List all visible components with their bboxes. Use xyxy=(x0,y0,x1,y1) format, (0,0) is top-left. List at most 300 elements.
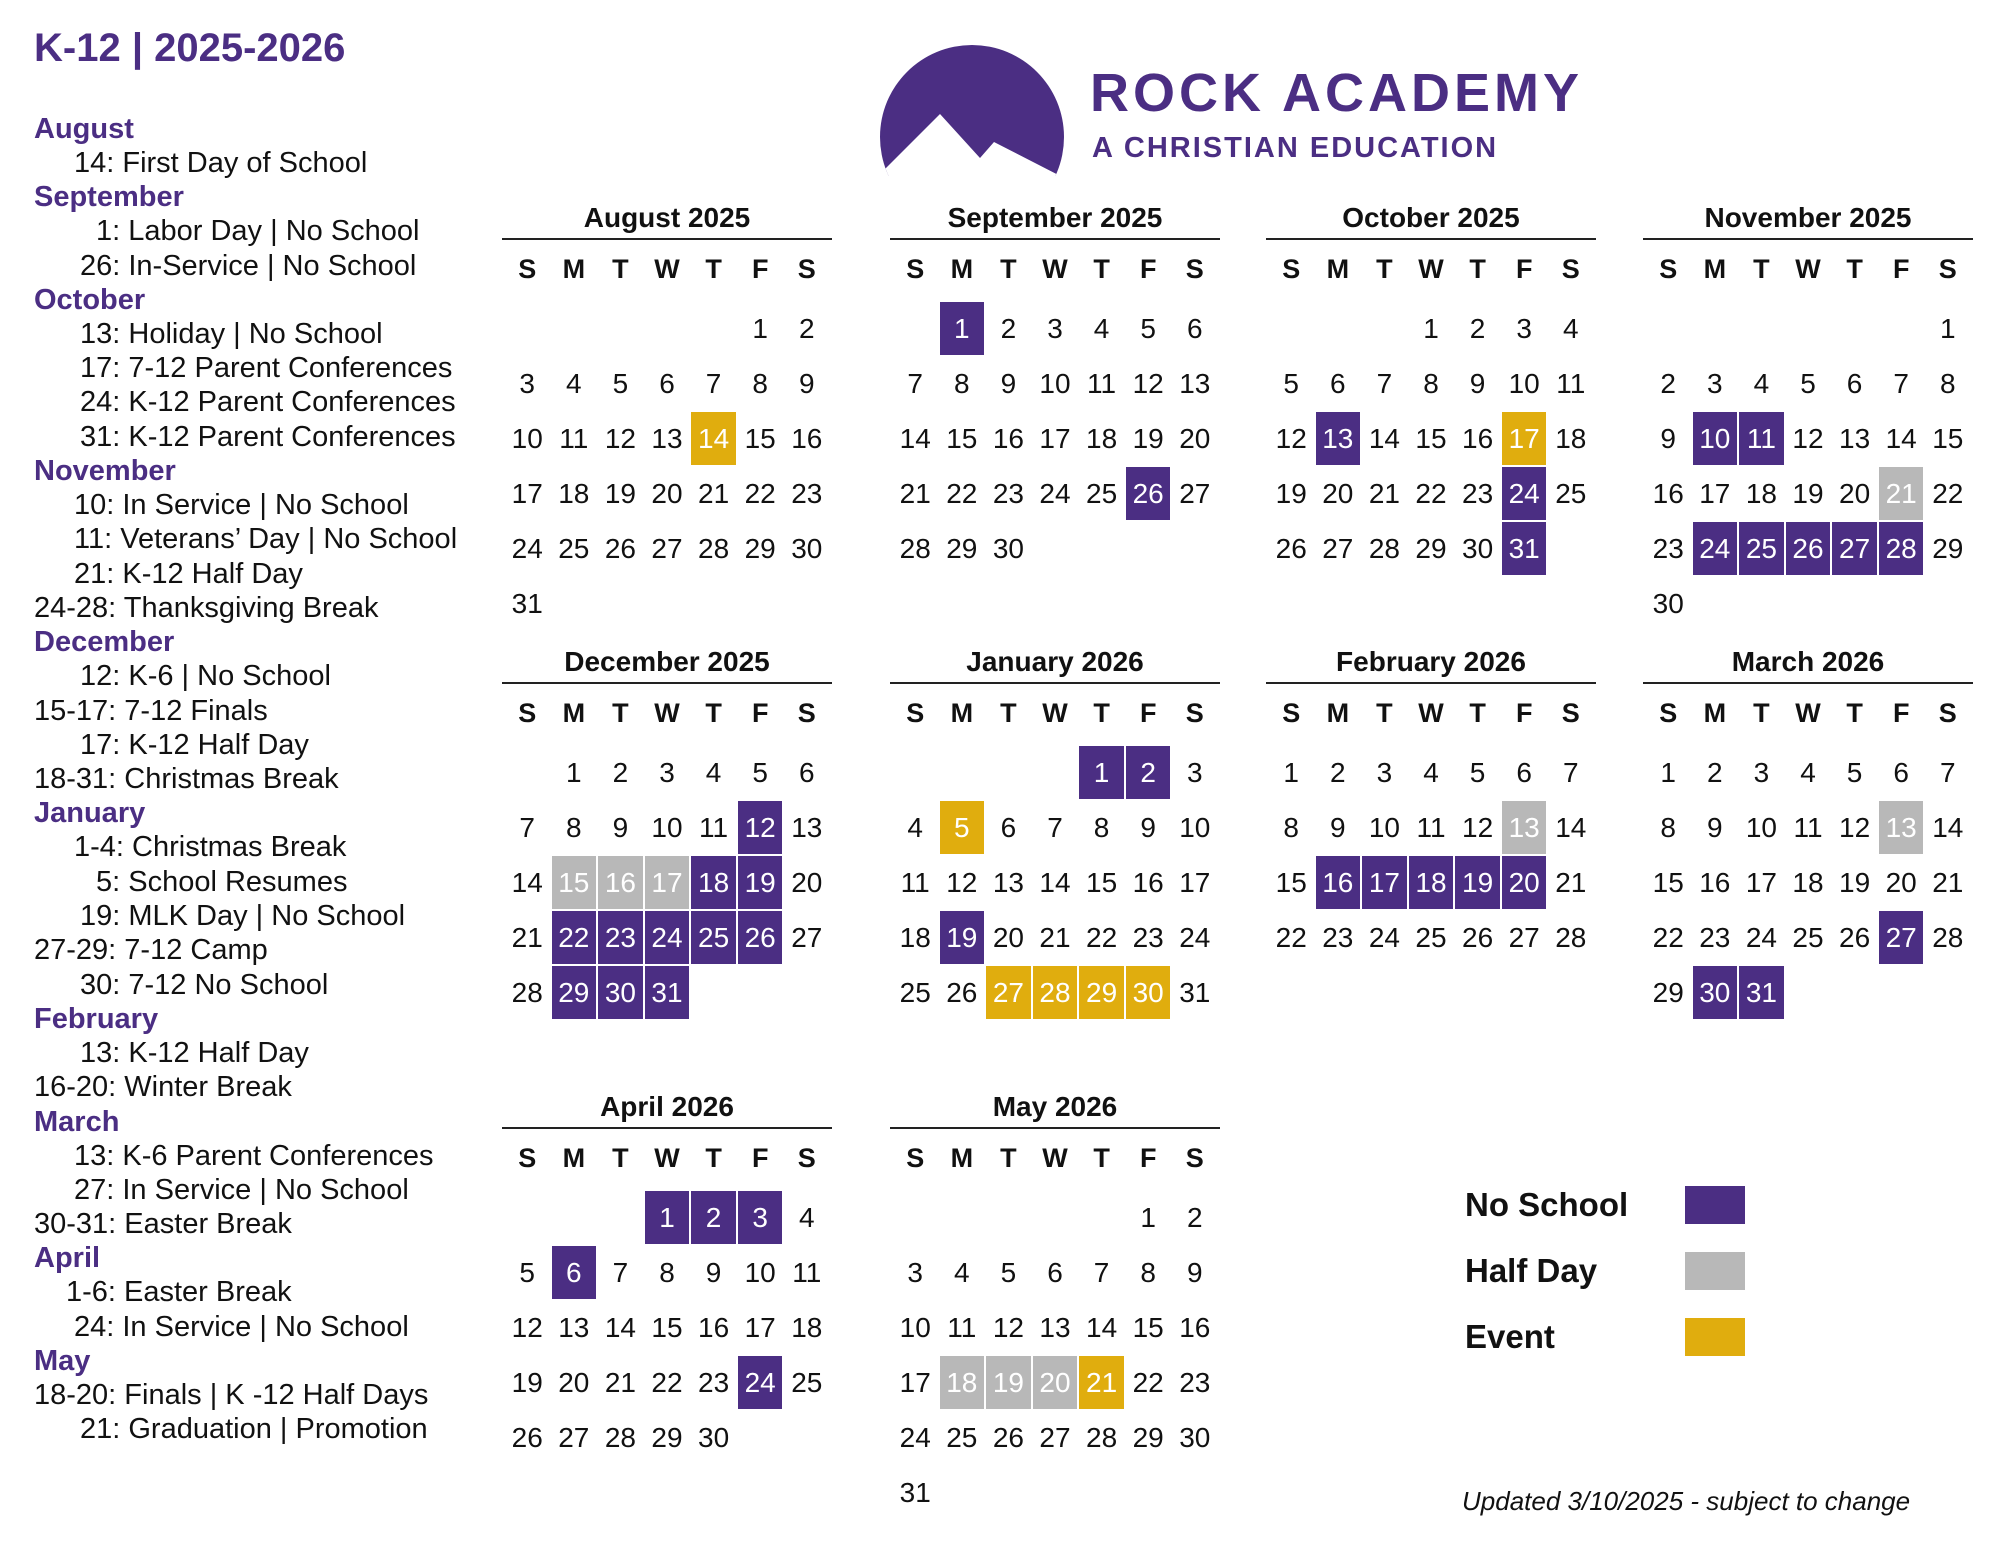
weekday-header: S xyxy=(797,253,816,284)
calendar-day: 26 xyxy=(738,911,783,964)
empty-day xyxy=(939,1190,986,1245)
weekday-header: F xyxy=(1139,697,1157,728)
weekday-header: S xyxy=(518,253,537,284)
calendar-day: 15 xyxy=(946,422,978,454)
calendar-day: 12 xyxy=(1132,367,1164,399)
weekday-header: S xyxy=(1282,253,1301,284)
calendar-day: 8 xyxy=(566,811,582,843)
calendar-day: 10 xyxy=(651,811,683,843)
calendar-day: 30 xyxy=(1179,1421,1211,1453)
calendar-day: 24 xyxy=(1693,522,1738,575)
sidebar-event: 11: Veterans’ Day | No School xyxy=(74,523,458,556)
weekday-header: F xyxy=(1892,697,1910,728)
month-calendar xyxy=(890,198,1220,576)
calendar-day: 8 xyxy=(1283,811,1299,843)
calendar-day: 6 xyxy=(1330,367,1346,399)
sidebar-month-september: September xyxy=(34,181,184,214)
calendar-day: 21 xyxy=(1079,1356,1124,1409)
weekday-header: W xyxy=(1042,697,1068,728)
calendar-day: 23 xyxy=(1652,532,1684,564)
calendar-day: 20 xyxy=(1502,856,1547,909)
calendar-day: 14 xyxy=(899,422,931,454)
calendar-day: 27 xyxy=(1508,921,1540,953)
calendar-day: 22 xyxy=(1652,921,1684,953)
calendar-grid xyxy=(502,246,832,631)
calendar-day: 6 xyxy=(659,367,675,399)
sidebar-event: 30-31: Easter Break xyxy=(34,1208,292,1241)
calendar-day: 2 xyxy=(1186,1201,1203,1233)
calendar-day: 16 xyxy=(791,422,823,454)
calendar-day: 4 xyxy=(798,1201,815,1233)
calendar-day: 12 xyxy=(738,801,783,854)
calendar-day: 9 xyxy=(1707,811,1723,843)
calendar-day: 14 xyxy=(1086,1311,1118,1343)
calendar-day: 24 xyxy=(1745,921,1777,953)
calendar-day: 7 xyxy=(612,1256,629,1288)
calendar-day: 25 xyxy=(791,1366,823,1398)
sidebar-event: 15-17: 7-12 Finals xyxy=(34,694,268,727)
calendar-day: 26 xyxy=(604,532,636,564)
sidebar-event: 1: Labor Day | No School xyxy=(96,215,420,248)
weekday-header: S xyxy=(1938,697,1957,728)
calendar-day: 20 xyxy=(558,1366,590,1398)
month-calendar xyxy=(1643,198,1973,631)
calendar-day: 22 xyxy=(1415,477,1447,509)
weekday-header: T xyxy=(612,253,629,284)
calendar-day: 15 xyxy=(1415,422,1447,454)
calendar-divider xyxy=(890,1127,1220,1129)
legend-item xyxy=(1465,1172,1745,1238)
calendar-day: 24 xyxy=(645,911,690,964)
calendar-day: 27 xyxy=(1039,1421,1071,1453)
calendar-day: 25 xyxy=(946,1421,978,1453)
calendar-day: 19 xyxy=(511,1366,543,1398)
calendar-day: 18 xyxy=(1745,477,1777,509)
calendar-day: 8 xyxy=(1939,367,1956,399)
weekday-header: M xyxy=(562,253,586,284)
calendar-day: 24 xyxy=(1039,477,1071,509)
weekday-header: W xyxy=(1795,253,1821,284)
calendar-day: 9 xyxy=(705,1256,722,1288)
calendar-day: 22 xyxy=(651,1366,683,1398)
calendar-day: 4 xyxy=(1093,312,1110,344)
calendar-day: 9 xyxy=(1186,1256,1203,1288)
empty-day xyxy=(892,745,939,800)
calendar-day: 17 xyxy=(1039,422,1071,454)
calendar-day: 13 xyxy=(1839,422,1871,454)
weekday-header: W xyxy=(1418,697,1444,728)
calendar-day: 19 xyxy=(1792,477,1824,509)
empty-day xyxy=(939,745,986,800)
calendar-day: 3 xyxy=(907,1256,923,1288)
sidebar-month-december: December xyxy=(34,626,175,659)
calendar-day: 28 xyxy=(1932,921,1964,953)
calendar-day: 9 xyxy=(1330,811,1346,843)
calendar-day: 1 xyxy=(1140,1201,1156,1233)
calendar-day: 19 xyxy=(1839,866,1871,898)
sidebar-month-november: November xyxy=(34,455,176,488)
calendar-grid xyxy=(1266,246,1596,576)
empty-day xyxy=(1315,301,1362,356)
calendar-day: 20 xyxy=(791,866,823,898)
calendar-day: 10 xyxy=(1179,811,1211,843)
calendar-day: 25 xyxy=(691,911,736,964)
calendar-day: 4 xyxy=(1423,756,1439,788)
calendar-day: 2 xyxy=(1660,367,1676,399)
calendar-day: 9 xyxy=(1140,811,1156,843)
calendar-day: 9 xyxy=(798,367,815,399)
weekday-header: T xyxy=(705,697,722,728)
empty-day xyxy=(985,745,1032,800)
legend-label: No School xyxy=(1465,1186,1629,1223)
month-calendar xyxy=(890,1087,1220,1520)
weekday-header: T xyxy=(1846,253,1863,284)
calendar-day: 27 xyxy=(1879,911,1924,964)
calendar-day: 17 xyxy=(744,1311,776,1343)
weekday-header: F xyxy=(751,697,769,728)
calendar-grid xyxy=(890,690,1220,1020)
calendar-day: 28 xyxy=(1086,1421,1118,1453)
calendar-day: 26 xyxy=(1462,921,1494,953)
calendar-day: 12 xyxy=(1462,811,1494,843)
calendar-day: 21 xyxy=(899,477,931,509)
calendar-day: 4 xyxy=(954,1256,970,1288)
calendar-day: 12 xyxy=(946,866,978,898)
calendar-day: 3 xyxy=(738,1191,783,1244)
calendar-day: 13 xyxy=(1316,412,1361,465)
calendar-day: 19 xyxy=(1275,477,1307,509)
weekday-header: M xyxy=(562,697,586,728)
calendar-day: 23 xyxy=(1179,1366,1211,1398)
calendar-day: 5 xyxy=(1800,367,1816,399)
calendar-day: 6 xyxy=(1000,811,1017,843)
calendar-day: 16 xyxy=(1316,856,1361,909)
calendar-day: 2 xyxy=(1707,756,1723,788)
calendar-day: 13 xyxy=(1502,801,1547,854)
weekday-header: T xyxy=(1753,253,1770,284)
calendar-day: 13 xyxy=(1039,1311,1071,1343)
weekday-header: T xyxy=(1846,697,1863,728)
weekday-header: T xyxy=(612,697,629,728)
calendar-day: 3 xyxy=(1516,312,1532,344)
calendar-title: January 2026 xyxy=(966,646,1144,677)
calendar-day: 21 xyxy=(1879,467,1924,520)
sidebar-month-october: October xyxy=(34,283,146,316)
calendar-day: 11 xyxy=(792,1256,822,1288)
calendar-day: 18 xyxy=(791,1311,823,1343)
sidebar-month-january: January xyxy=(34,797,146,830)
calendar-day: 16 xyxy=(1179,1311,1211,1343)
weekday-header: T xyxy=(612,1142,629,1173)
calendar-day: 31 xyxy=(1179,976,1211,1008)
empty-day xyxy=(985,1190,1032,1245)
calendar-day: 12 xyxy=(992,1311,1024,1343)
calendar-day: 12 xyxy=(1839,811,1871,843)
calendar-title: May 2026 xyxy=(992,1091,1118,1122)
calendar-day: 22 xyxy=(1086,921,1118,953)
calendar-day: 6 xyxy=(552,1246,597,1299)
month-calendar xyxy=(1643,642,1973,1020)
sidebar-event: 21: Graduation | Promotion xyxy=(80,1413,428,1446)
calendar-day: 18 xyxy=(1409,856,1454,909)
calendar-day: 6 xyxy=(1516,756,1532,788)
calendar-day: 8 xyxy=(954,367,970,399)
calendar-day: 30 xyxy=(1652,587,1684,619)
weekday-header: F xyxy=(751,253,769,284)
logo xyxy=(872,42,1632,182)
empty-day xyxy=(892,1190,939,1245)
calendar-day: 29 xyxy=(1652,976,1684,1008)
sidebar-event: 27: In Service | No School xyxy=(74,1173,409,1206)
weekday-header: F xyxy=(1139,253,1157,284)
calendar-grid xyxy=(502,1135,832,1465)
sidebar-event: 31: K-12 Parent Conferences xyxy=(80,420,456,453)
weekday-header: T xyxy=(1469,253,1486,284)
calendar-day: 13 xyxy=(651,422,683,454)
calendar-day: 23 xyxy=(791,477,823,509)
calendar-day: 16 xyxy=(1699,866,1731,898)
calendar-day: 7 xyxy=(1376,367,1393,399)
calendar-day: 26 xyxy=(1786,522,1831,575)
calendar-day: 5 xyxy=(1846,756,1863,788)
calendar-day: 2 xyxy=(1469,312,1486,344)
calendar-day: 14 xyxy=(511,866,543,898)
calendar-day: 30 xyxy=(1462,532,1494,564)
empty-day xyxy=(1268,301,1315,356)
calendar-divider xyxy=(1266,238,1596,240)
calendar-day: 20 xyxy=(1033,1356,1078,1409)
calendar-divider xyxy=(1266,682,1596,684)
calendar-day: 30 xyxy=(698,1421,730,1453)
calendar-day: 27 xyxy=(986,966,1031,1019)
calendar-day: 14 xyxy=(691,412,736,465)
calendar-day: 5 xyxy=(612,367,629,399)
calendar-day: 19 xyxy=(738,856,783,909)
sidebar-event: 24: K-12 Parent Conferences xyxy=(80,386,456,419)
calendar-day: 19 xyxy=(986,1356,1031,1409)
weekday-header: M xyxy=(1326,697,1350,728)
calendar-day: 14 xyxy=(1885,422,1917,454)
empty-day xyxy=(1078,1190,1125,1245)
calendar-day: 15 xyxy=(651,1311,683,1343)
calendar-day: 28 xyxy=(604,1421,636,1453)
calendar-day: 20 xyxy=(1322,477,1354,509)
sidebar-events xyxy=(34,112,504,1447)
calendar-day: 28 xyxy=(899,532,931,564)
calendar-day: 13 xyxy=(791,811,823,843)
calendar-day: 24 xyxy=(738,1356,783,1409)
weekday-header: T xyxy=(1753,697,1770,728)
calendar-day: 23 xyxy=(1699,921,1731,953)
calendar-day: 19 xyxy=(604,477,636,509)
calendar-day: 3 xyxy=(659,756,675,788)
calendar-day: 2 xyxy=(691,1191,736,1244)
empty-day xyxy=(1738,301,1785,356)
weekday-header: T xyxy=(705,253,722,284)
calendar-day: 25 xyxy=(558,532,590,564)
month-calendar xyxy=(1266,642,1596,965)
empty-day xyxy=(644,301,691,356)
calendar-day: 10 xyxy=(1368,811,1400,843)
calendar-day: 2 xyxy=(1126,746,1171,799)
weekday-header: W xyxy=(1042,253,1068,284)
calendar-day: 5 xyxy=(1140,312,1156,344)
calendar-day: 22 xyxy=(1132,1366,1164,1398)
calendar-day: 26 xyxy=(1275,532,1307,564)
calendar-day: 27 xyxy=(1832,522,1877,575)
calendar-day: 1 xyxy=(940,302,985,355)
calendar-day: 24 xyxy=(899,1421,931,1453)
calendar-day: 16 xyxy=(992,422,1024,454)
calendar-day: 9 xyxy=(1000,367,1017,399)
calendar-day: 3 xyxy=(1753,756,1770,788)
calendar-day: 28 xyxy=(698,532,730,564)
sidebar-event: 10: In Service | No School xyxy=(74,489,409,522)
calendar-day: 18 xyxy=(558,477,590,509)
empty-day xyxy=(504,745,551,800)
sidebar-event: 27-29: 7-12 Camp xyxy=(34,934,268,967)
calendar-day: 13 xyxy=(1179,367,1211,399)
month-calendar xyxy=(1266,198,1596,576)
calendar-day: 25 xyxy=(1739,522,1784,575)
weekday-header: T xyxy=(1469,697,1486,728)
weekday-header: M xyxy=(950,1142,974,1173)
calendar-day: 23 xyxy=(1132,921,1164,953)
calendar-day: 4 xyxy=(566,367,582,399)
calendar-day: 29 xyxy=(1415,532,1447,564)
calendar-day: 2 xyxy=(612,756,629,788)
sidebar-event: 16-20: Winter Break xyxy=(34,1071,292,1104)
calendar-day: 12 xyxy=(1275,422,1307,454)
calendar-day: 7 xyxy=(1047,811,1063,843)
calendar-day: 1 xyxy=(645,1191,690,1244)
calendar-day: 7 xyxy=(1562,756,1579,788)
calendar-day: 5 xyxy=(1000,1256,1017,1288)
calendar-day: 8 xyxy=(1140,1256,1156,1288)
sidebar-event: 17: 7-12 Parent Conferences xyxy=(80,352,453,385)
calendar-divider xyxy=(890,238,1220,240)
calendar-day: 4 xyxy=(1800,756,1816,788)
calendar-day: 3 xyxy=(1186,756,1203,788)
weekday-header: W xyxy=(1418,253,1444,284)
calendar-day: 29 xyxy=(744,532,776,564)
calendar-title: November 2025 xyxy=(1704,202,1912,233)
weekday-header: T xyxy=(1000,253,1017,284)
calendar-day: 25 xyxy=(1415,921,1447,953)
calendar-day: 16 xyxy=(698,1311,730,1343)
calendar-title: April 2026 xyxy=(600,1091,734,1122)
weekday-header: S xyxy=(1185,253,1204,284)
calendar-day: 7 xyxy=(705,367,722,399)
calendar-day: 30 xyxy=(598,966,643,1019)
calendar-day: 9 xyxy=(1469,367,1486,399)
calendar-day: 26 xyxy=(946,976,978,1008)
weekday-header: M xyxy=(562,1142,586,1173)
sidebar-event: 30: 7-12 No School xyxy=(80,968,329,1001)
calendar-day: 11 xyxy=(559,422,589,454)
calendar-day: 8 xyxy=(1093,811,1110,843)
calendar-grid xyxy=(890,1135,1220,1520)
calendar-day: 20 xyxy=(1839,477,1871,509)
calendar-day: 3 xyxy=(519,367,535,399)
sidebar-event: 14: First Day of School xyxy=(74,147,368,179)
calendar-day: 13 xyxy=(1879,801,1924,854)
calendar-day: 16 xyxy=(598,856,643,909)
calendar-day: 17 xyxy=(1502,412,1547,465)
calendar-day: 5 xyxy=(1469,756,1486,788)
legend-label: Half Day xyxy=(1465,1252,1598,1289)
calendar-divider xyxy=(890,682,1220,684)
calendar-day: 12 xyxy=(1792,422,1824,454)
month-calendar xyxy=(890,642,1220,1020)
calendar-day: 20 xyxy=(651,477,683,509)
legend-label: Event xyxy=(1465,1318,1555,1355)
weekday-header: S xyxy=(1185,1142,1204,1173)
calendar-title: December 2025 xyxy=(564,646,770,677)
calendar-day: 27 xyxy=(651,532,683,564)
calendar-day: 27 xyxy=(558,1421,590,1453)
calendar-day: 25 xyxy=(899,976,931,1008)
weekday-header: F xyxy=(1515,697,1533,728)
mountain-logo-icon xyxy=(872,42,1072,182)
calendar-day: 21 xyxy=(1932,866,1964,898)
calendar-day: 11 xyxy=(900,866,930,898)
calendar-day: 15 xyxy=(744,422,776,454)
calendar-day: 18 xyxy=(1555,422,1587,454)
legend-item xyxy=(1465,1238,1745,1304)
calendar-day: 20 xyxy=(1179,422,1211,454)
calendar-day: 15 xyxy=(552,856,597,909)
calendar-day: 31 xyxy=(511,587,543,619)
weekday-header: W xyxy=(654,697,680,728)
calendar-day: 5 xyxy=(752,756,768,788)
sidebar-event: 17: K-12 Half Day xyxy=(80,728,309,761)
legend-swatch xyxy=(1685,1252,1745,1290)
calendar-day: 16 xyxy=(1132,866,1164,898)
calendar-day: 4 xyxy=(907,811,923,843)
calendar-day: 2 xyxy=(1330,756,1346,788)
sidebar-event: 21: K-12 Half Day xyxy=(74,557,303,590)
empty-day xyxy=(1831,301,1878,356)
calendar-day: 6 xyxy=(1846,367,1863,399)
calendar-day: 29 xyxy=(651,1421,683,1453)
calendar-day: 4 xyxy=(1753,367,1770,399)
calendar-day: 17 xyxy=(1179,866,1211,898)
weekday-header: S xyxy=(906,697,925,728)
weekday-header: S xyxy=(797,1142,816,1173)
logo-tagline: A CHRISTIAN EDUCATION xyxy=(1092,132,1499,164)
calendar-day: 5 xyxy=(940,801,985,854)
empty-day xyxy=(551,1190,598,1245)
month-calendar xyxy=(502,198,832,631)
calendar-day: 10 xyxy=(1745,811,1777,843)
calendar-day: 8 xyxy=(1660,811,1676,843)
calendar-day: 22 xyxy=(1932,477,1964,509)
weekday-header: S xyxy=(518,697,537,728)
weekday-header: W xyxy=(1795,697,1821,728)
empty-day xyxy=(1361,301,1408,356)
calendar-day: 11 xyxy=(1087,367,1117,399)
weekday-header: S xyxy=(1185,697,1204,728)
sidebar-month-march: March xyxy=(34,1105,120,1138)
calendar-day: 22 xyxy=(552,911,597,964)
sidebar-month-may: May xyxy=(34,1345,91,1378)
weekday-header: M xyxy=(950,697,974,728)
calendar-day: 16 xyxy=(1462,422,1494,454)
calendar-day: 18 xyxy=(1086,422,1118,454)
sidebar-event: 26: In-Service | No School xyxy=(80,249,417,282)
calendar-divider xyxy=(1643,682,1973,684)
